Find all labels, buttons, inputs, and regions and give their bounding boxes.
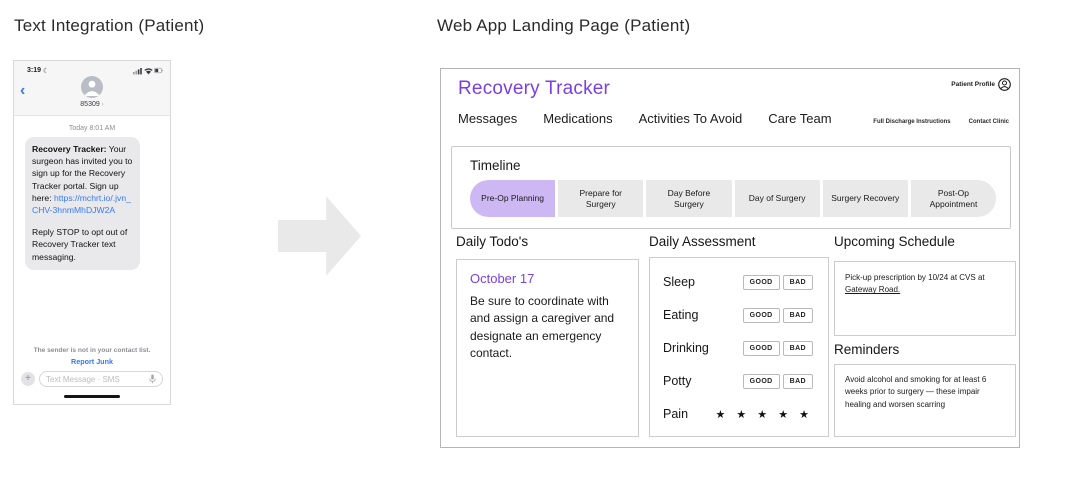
sleep-good-button[interactable]: GOOD	[743, 275, 780, 290]
patient-profile-label: Patient Profile	[951, 81, 995, 88]
todo-text: Be sure to coordinate with and assign a caregiver and designate an emergency contact.	[470, 294, 615, 361]
right-panel-title: Web App Landing Page (Patient)	[437, 16, 691, 35]
eating-good-button[interactable]: GOOD	[743, 308, 780, 323]
assessment-label: Eating	[663, 308, 699, 322]
web-app-frame	[440, 68, 1020, 448]
avatar[interactable]	[81, 76, 103, 98]
cellular-wifi-battery-icon	[133, 66, 163, 75]
sleep-bad-button[interactable]: BAD	[783, 275, 813, 290]
home-indicator[interactable]	[64, 395, 120, 398]
nav-medications[interactable]: Medications	[543, 111, 613, 126]
sms-timestamp: Today 8:01 AM	[68, 125, 116, 132]
gateway-road-link[interactable]: Gateway Road.	[845, 285, 901, 295]
back-chevron-icon[interactable]: ‹	[20, 82, 26, 99]
nav-messages[interactable]: Messages	[458, 111, 518, 126]
drinking-good-button[interactable]: GOOD	[743, 341, 780, 356]
pain-star-rating[interactable]: ★ ★ ★ ★ ★	[715, 408, 813, 421]
sms-signup-link[interactable]: https://mchrt.io/.jvn_CHV-3hnmMhDJW2A	[32, 192, 131, 216]
assessment-label: Sleep	[663, 275, 695, 289]
moon-icon: ☾	[43, 67, 50, 75]
assessment-row-potty	[663, 371, 815, 391]
microphone-icon[interactable]	[149, 374, 156, 384]
upcoming-schedule-heading: Upcoming Schedule	[834, 234, 955, 249]
reminders-card	[834, 364, 1016, 437]
plus-icon[interactable]: +	[21, 372, 35, 386]
contact-number[interactable]: 85309 ›	[80, 101, 104, 108]
chevron-right-icon: ›	[101, 102, 104, 108]
todo-date: October 17	[470, 271, 535, 286]
timeline-heading: Timeline	[470, 158, 521, 173]
message-input[interactable]	[39, 371, 163, 387]
reminder-text: Avoid alcohol and smoking for at least 6 weeks prior to surgery — these impair healing and worsen scarring	[845, 375, 987, 409]
assessment-row-pain	[663, 404, 815, 424]
potty-bad-button[interactable]: BAD	[783, 374, 813, 389]
stage-day-of-surgery[interactable]: Day of Surgery	[735, 180, 820, 217]
sms-body: Your surgeon has invited you to sign up for the Recovery Tracker portal. Sign up here:	[32, 144, 133, 203]
message-input-row	[21, 371, 163, 387]
assessment-row-sleep	[663, 272, 815, 292]
assessment-row-eating	[663, 305, 815, 325]
daily-todos-card	[456, 259, 639, 437]
eating-bad-button[interactable]: BAD	[783, 308, 813, 323]
phone-mockup	[13, 60, 171, 405]
secondary-links	[873, 119, 1009, 125]
contact-clinic-link[interactable]: Contact Clinic	[968, 119, 1009, 125]
status-time: 3:19	[27, 67, 42, 74]
nav-care-team[interactable]: Care Team	[768, 111, 832, 126]
daily-assessment-heading: Daily Assessment	[649, 234, 756, 249]
person-icon	[81, 76, 103, 98]
daily-todos-heading: Daily Todo's	[456, 234, 529, 249]
assessment-label: Potty	[663, 374, 692, 388]
timeline-section	[451, 146, 1011, 229]
drinking-bad-button[interactable]: BAD	[783, 341, 813, 356]
sms-footer: Reply STOP to opt out of Recovery Tracker text messaging.	[32, 227, 128, 262]
patient-profile-button[interactable]	[951, 78, 1011, 91]
schedule-text: Pick-up prescription by 10/24 at CVS at	[845, 273, 985, 282]
stage-day-before-surgery[interactable]: Day Before Surgery	[646, 180, 731, 217]
sender-notice: The sender is not in your contact list.	[33, 347, 151, 354]
report-junk-link[interactable]: Report Junk	[71, 357, 113, 366]
upcoming-schedule-card	[834, 261, 1016, 336]
full-discharge-instructions-link[interactable]: Full Discharge Instructions	[873, 119, 951, 125]
app-brand: Recovery Tracker	[458, 78, 611, 99]
main-nav	[458, 111, 832, 126]
flow-arrow-icon	[278, 196, 361, 276]
daily-assessment-card	[649, 257, 829, 437]
timeline-stages	[470, 180, 996, 217]
status-bar	[27, 66, 163, 75]
stage-post-op-appointment[interactable]: Post-Op Appointment	[911, 180, 996, 217]
assessment-label: Drinking	[663, 341, 709, 355]
sms-bold-prefix: Recovery Tracker:	[32, 144, 107, 154]
stage-prepare-for-surgery[interactable]: Prepare for Surgery	[558, 180, 643, 217]
stage-surgery-recovery[interactable]: Surgery Recovery	[823, 180, 908, 217]
potty-good-button[interactable]: GOOD	[743, 374, 780, 389]
assessment-row-drinking	[663, 338, 815, 358]
sms-bubble	[25, 137, 140, 270]
left-panel-title: Text Integration (Patient)	[14, 16, 205, 35]
reminders-heading: Reminders	[834, 342, 900, 357]
message-input-placeholder: Text Message · SMS	[46, 374, 120, 384]
nav-activities-to-avoid[interactable]: Activities To Avoid	[638, 111, 743, 126]
stage-pre-op-planning[interactable]: Pre-Op Planning	[470, 180, 555, 217]
pain-label: Pain	[663, 407, 689, 421]
phone-header	[14, 61, 170, 116]
status-icons	[133, 66, 163, 75]
profile-icon	[998, 78, 1011, 91]
